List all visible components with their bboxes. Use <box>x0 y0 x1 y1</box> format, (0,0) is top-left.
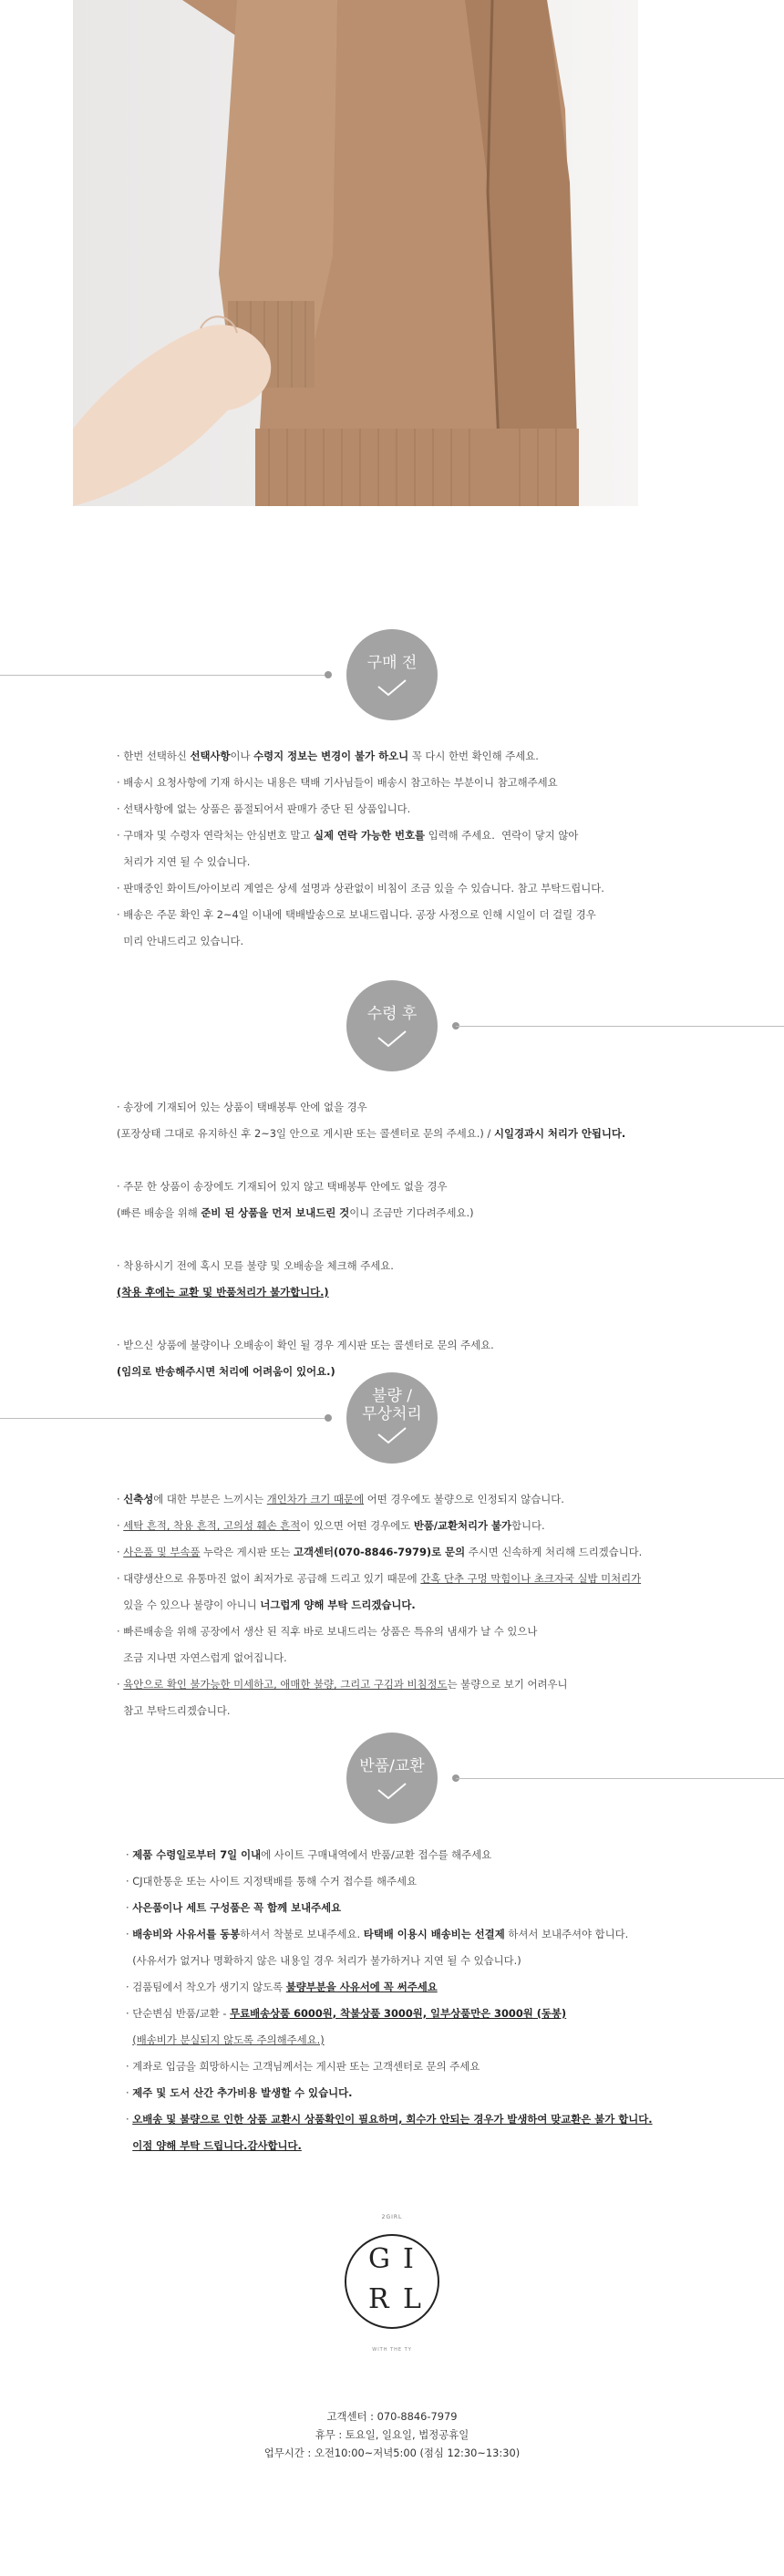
text-segment: · 배송시 요청사항에 기재 하시는 내용은 택배 기사님들이 배송시 참고하는 부분이니 참고해주세요 <box>117 776 558 789</box>
list-item <box>117 1094 700 1121</box>
emphasis-text: 선택사항 <box>190 750 231 762</box>
logo-caption-top: 2GIRL <box>381 2214 403 2220</box>
text-segment: · 단순변심 반품/교환 - <box>126 2007 231 2020</box>
emphasis-text: 제주 및 도서 산간 추가비용 발생할 수 있습니다. <box>132 2086 353 2099</box>
text-segment: · <box>126 1901 133 1914</box>
emphasis-text: 불량부분을 사유서에 꼭 써주세요 <box>285 1981 438 1993</box>
section-badge <box>346 1372 438 1464</box>
text-segment: · <box>117 1519 124 1532</box>
text-segment: 이니 조금만 기다려주세요.) <box>349 1206 474 1219</box>
list-item <box>126 1868 709 1895</box>
list-item <box>126 2054 709 2080</box>
cs-holidays: 휴무 : 토요일, 일요일, 법정공휴일 <box>315 2428 469 2441</box>
text-segment: 이 있으면 어떤 경우에도 <box>300 1519 414 1532</box>
logo-letter: R <box>368 2283 389 2315</box>
underlined-text: 육안으로 확인 불가능한 미세하고, 애매한 불량, 그리고 구김과 비침정도 <box>123 1678 448 1691</box>
text-segment: · 착용하시기 전에 혹시 모를 불량 및 오배송을 체크해 주세요. <box>117 1259 394 1272</box>
section-title-line2: 무상처리 <box>362 1405 422 1423</box>
underlined-text: 개인차가 크기 때문에 <box>266 1493 365 1505</box>
logo-caption-bottom: WITH THE TY <box>372 2347 412 2353</box>
list-item <box>117 1619 700 1645</box>
product-photo <box>73 0 638 506</box>
divider-line <box>456 1026 784 1027</box>
list-item <box>117 1592 700 1619</box>
list-item <box>126 2133 709 2159</box>
emphasis-text: 실제 연락 가능한 번호를 <box>314 829 425 842</box>
text-segment: · <box>117 1546 124 1558</box>
list-item <box>126 2027 709 2054</box>
brand-logo <box>345 2234 439 2329</box>
logo-letter: G <box>368 2243 390 2275</box>
text-segment: 누락은 게시판 또는 <box>200 1546 294 1558</box>
list-item <box>117 822 700 849</box>
text-segment: · <box>126 2086 133 2099</box>
list-item <box>117 1671 700 1698</box>
text-segment: · <box>117 1493 124 1505</box>
notice-list <box>126 1842 709 2159</box>
text-segment: 입력해 주세요. 연락이 닿지 않아 <box>424 829 579 842</box>
emphasis-text: 배송비와 사유서를 동봉 <box>132 1928 241 1940</box>
section-title: 반품/교환 <box>359 1757 425 1775</box>
list-item <box>117 1174 700 1200</box>
section-return-exchange <box>0 1733 784 2188</box>
text-segment: (사유서가 없거나 명확하지 않은 내용일 경우 처리가 불가하거나 지연 될 수 있습니다.) <box>126 1954 521 1967</box>
list-item <box>117 1121 700 1147</box>
list-item <box>117 770 700 796</box>
list-item <box>117 902 700 928</box>
text-segment: 합니다. <box>511 1519 545 1532</box>
list-item <box>117 849 700 875</box>
list-item <box>117 875 700 902</box>
checkmark-icon <box>376 1029 408 1049</box>
divider-dot <box>325 1414 332 1422</box>
cs-hours: 업무시간 : 오전10:00~저녁5:00 (점심 12:30~13:30) <box>263 2447 521 2459</box>
underlined-text: 세탁 흔적, 착용 흔적, 고의성 훼손 흔적 <box>123 1519 301 1532</box>
text-segment: 처리가 지연 될 수 있습니다. <box>117 855 251 868</box>
text-segment: · <box>117 1678 124 1691</box>
text-segment: 참고 부탁드리겠습니다. <box>117 1704 231 1717</box>
list-item <box>126 2106 709 2133</box>
text-segment: · 대량생산으로 유통마진 없이 최저가로 공급해 드리고 있기 때문에 <box>117 1572 421 1585</box>
list-item <box>117 796 700 822</box>
list-item <box>117 1539 700 1566</box>
text-segment: (빠른 배송을 위해 <box>117 1206 201 1219</box>
emphasis-text: 사은품이나 세트 구성품은 꼭 함께 보내주세요 <box>132 1901 342 1914</box>
list-item <box>117 1200 700 1226</box>
text-segment: 있을 수 있으나 불량이 아니니 <box>117 1598 261 1611</box>
text-segment: (포장상태 그대로 유지하신 후 2~3일 안으로 게시판 또는 콜센터로 문의 주세요.) / <box>117 1127 494 1140</box>
text-segment: · 배송은 주문 확인 후 2~4일 이내에 택배발송으로 보내드립니다. 공장 사정으로 인해 시일이 더 걸릴 경우 <box>117 908 596 921</box>
emphasis-text: 오배송 및 불량으로 인한 상품 교환시 상품확인이 필요하며, 회수가 안되는 경우가 발생하여 맞교환은 불가 합니다. <box>132 2113 653 2126</box>
list-item <box>126 1948 709 1974</box>
emphasis-text: 제품 수령일로부터 7일 이내 <box>132 1848 262 1861</box>
list-item <box>117 928 700 955</box>
checkmark-icon <box>376 1781 408 1801</box>
underlined-text: 간혹 단추 구멍 막힘이나 초크자국 실밥 미처리가 <box>420 1572 642 1585</box>
list-item <box>126 1895 709 1921</box>
text-segment: 에 대한 부분은 느끼시는 <box>153 1493 267 1505</box>
text-segment: 는 불량으로 보기 어려우니 <box>447 1678 568 1691</box>
emphasis-text: 신축성 <box>123 1493 154 1505</box>
text-segment: 에 사이트 구매내역에서 반품/교환 접수를 해주세요 <box>261 1848 492 1861</box>
section-badge <box>346 1733 438 1824</box>
section-badge <box>346 980 438 1071</box>
list-item <box>117 743 700 770</box>
emphasis-text: 이점 양해 부탁 드립니다.감사합니다. <box>132 2139 302 2152</box>
list-item <box>117 1226 700 1253</box>
list-item <box>117 1147 700 1174</box>
text-segment: 조금 지나면 자연스럽게 없어집니다. <box>117 1651 287 1664</box>
emphasis-text: 무료배송상품 6000원, 착불상품 3000원, 일부상품만은 3000원 (동봉) <box>230 2007 567 2020</box>
text-segment <box>117 1233 120 1246</box>
list-item <box>117 1698 700 1724</box>
list-item <box>117 1645 700 1671</box>
list-item <box>117 1513 700 1539</box>
section-title: 수령 후 <box>366 1005 418 1023</box>
notice-list <box>117 1486 700 1724</box>
divider-dot <box>325 671 332 678</box>
text-segment: · CJ대한통운 또는 사이트 지정택배를 통해 수거 접수를 해주세요 <box>126 1875 417 1888</box>
text-segment: · 계좌로 입금을 희망하시는 고객님께서는 게시판 또는 고객센터로 문의 주세요 <box>126 2060 480 2073</box>
text-segment: · <box>126 1928 133 1940</box>
list-item <box>117 1253 700 1279</box>
logo-letter: L <box>403 2283 421 2315</box>
divider-line <box>0 1418 328 1419</box>
emphasis-text: 너그럽게 양해 부탁 드리겠습니다. <box>260 1598 416 1611</box>
checkmark-icon <box>376 1425 408 1445</box>
text-segment: · <box>126 2113 133 2126</box>
section-badge <box>346 629 438 720</box>
text-segment: · 받으신 상품에 불량이나 오배송이 확인 될 경우 게시판 또는 콜센터로 문의 주세요. <box>117 1339 494 1351</box>
notice-list <box>117 743 700 955</box>
emphasis-text: 반품/교환처리가 불가 <box>413 1519 511 1532</box>
underlined-text: (배송비가 분실되지 않도록 주의해주세요.) <box>132 2033 325 2046</box>
text-segment: · 주문 한 상품이 송장에도 기재되어 있지 않고 택배봉투 안에도 없을 경우 <box>117 1180 448 1193</box>
list-item <box>117 1566 700 1592</box>
divider-line <box>456 1778 784 1779</box>
emphasis-text: 준비 된 상품을 먼저 보내드린 것 <box>201 1206 350 1219</box>
list-item <box>126 2080 709 2106</box>
text-segment: 어떤 경우에도 불량으로 인정되지 않습니다. <box>364 1493 564 1505</box>
text-segment: 미리 안내드리고 있습니다. <box>117 935 244 947</box>
list-item <box>126 2001 709 2027</box>
underlined-text: 사은품 및 부속품 <box>123 1546 201 1558</box>
list-item <box>117 1306 700 1332</box>
list-item <box>117 1279 700 1306</box>
emphasis-text: (임의로 반송해주시면 처리에 어려움이 있어요.) <box>117 1365 335 1378</box>
list-item <box>117 1332 700 1359</box>
section-before-purchase <box>0 629 784 967</box>
text-segment: · 빠른배송을 위해 공장에서 생산 된 직후 바로 보내드리는 상품은 특유의 냄새가 날 수 있으나 <box>117 1625 538 1638</box>
emphasis-text: (착용 후에는 교환 및 반품처리가 불가합니다.) <box>117 1286 329 1298</box>
text-segment: · 한번 선택하신 <box>117 750 191 762</box>
cs-phone: 고객센터 : 070-8846-7979 <box>326 2410 458 2423</box>
text-segment: · 송장에 기재되어 있는 상품이 택배봉투 안에 없을 경우 <box>117 1101 367 1113</box>
emphasis-text: 타택배 이용시 배송비는 선결제 <box>363 1928 505 1940</box>
text-segment: 주시면 신속하게 처리해 드리겠습니다. <box>465 1546 643 1558</box>
list-item <box>117 1486 700 1513</box>
list-item <box>126 1842 709 1868</box>
text-segment: 하셔서 착불로 보내주세요. <box>240 1928 364 1940</box>
text-segment: · 판매중인 화이트/아이보리 계열은 상세 설명과 상관없이 비침이 조금 있을 수 있습니다. 참고 부탁드립니다. <box>117 882 604 895</box>
list-item <box>126 1974 709 2001</box>
text-segment: · 선택사항에 없는 상품은 품절되어서 판매가 중단 된 상품입니다. <box>117 802 411 815</box>
logo-letter: I <box>403 2243 414 2275</box>
section-title: 구매 전 <box>366 654 418 672</box>
text-segment <box>117 1154 120 1166</box>
divider-line <box>0 675 328 676</box>
notice-list <box>117 1094 700 1385</box>
checkmark-icon <box>376 678 408 698</box>
emphasis-text: 고객센터(070-8846-7979)로 문의 <box>294 1546 466 1558</box>
text-segment: 이나 <box>230 750 254 762</box>
text-segment <box>117 1312 120 1325</box>
emphasis-text: 시일경과시 처리가 안됩니다. <box>493 1127 626 1140</box>
cs-info <box>0 2407 784 2462</box>
text-segment: · <box>126 1848 133 1861</box>
text-segment: · 검품팀에서 착오가 생기지 않도록 <box>126 1981 286 1993</box>
section-after-receipt <box>0 980 784 1378</box>
emphasis-text: 수령지 정보는 변경이 불가 하오니 <box>253 750 409 762</box>
text-segment: · 구매자 및 수령자 연락처는 안심번호 말고 <box>117 829 315 842</box>
text-segment: 꼭 다시 한번 확인해 주세요. <box>408 750 539 762</box>
sweater-illustration <box>73 0 638 506</box>
section-defect <box>0 1372 784 1737</box>
text-segment: 하셔서 보내주셔야 합니다. <box>504 1928 629 1940</box>
section-title-line1: 불량 / <box>372 1387 412 1405</box>
list-item <box>126 1921 709 1948</box>
